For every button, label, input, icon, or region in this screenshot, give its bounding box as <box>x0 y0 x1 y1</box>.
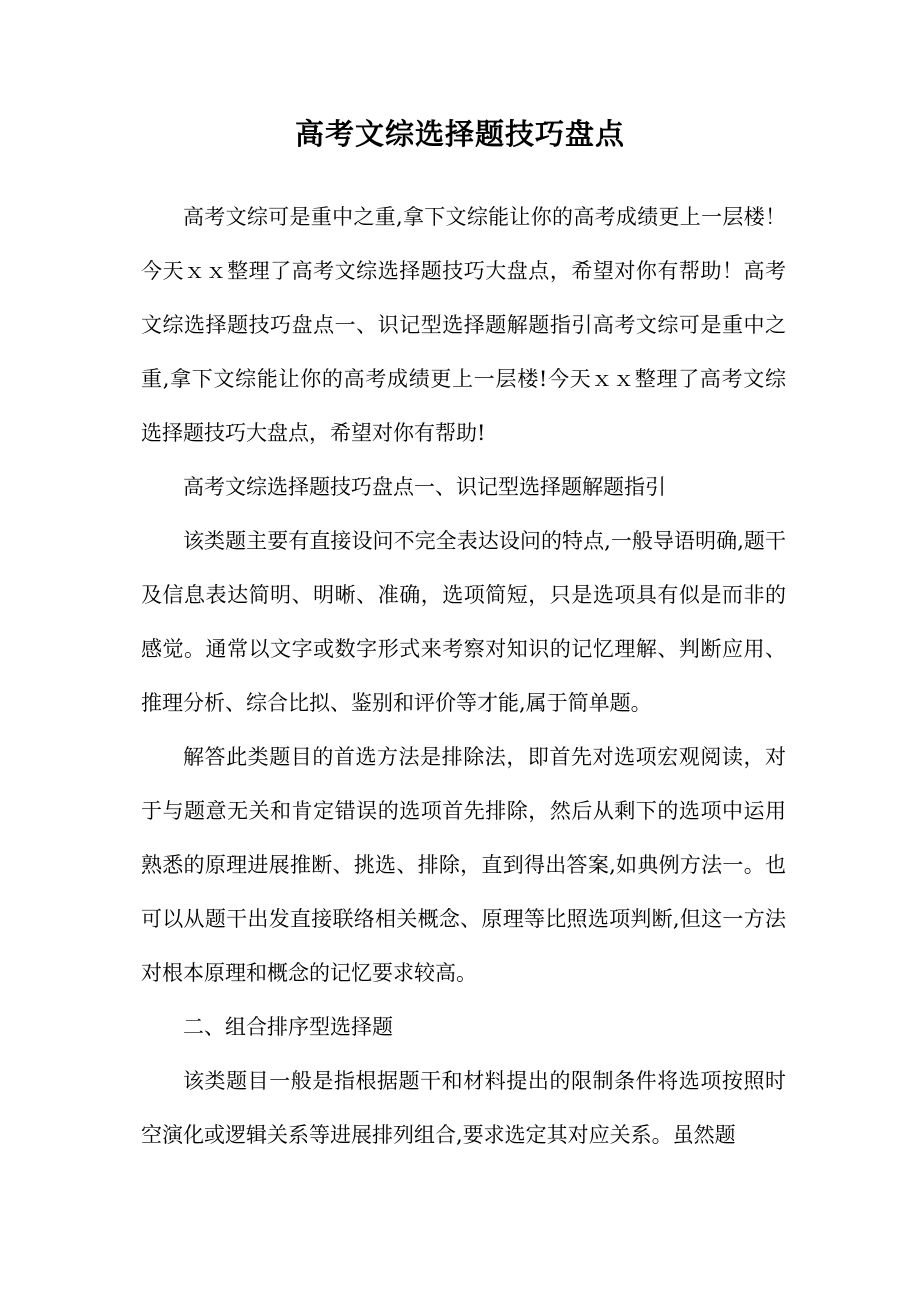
paragraph-section-one-heading: 高考文综选择题技巧盘点一、识记型选择题解题指引 <box>183 475 666 499</box>
paragraph-section-one-description: 该类题主要有直接设问不完全表达设问的特点,一般导语明确,题干及信息表达简明、明晰、准确，选项简短，只是选项具有似是而非的感觉。通常以文字或数字形式来考察对知识的记忆理解、判断应用、推理分析、综合比拟、鉴别和评价等才能,属于简单题。 <box>141 529 786 715</box>
document-title: 高考文综选择题技巧盘点 <box>294 117 625 151</box>
paragraph-section-one-method: 解答此类题目的首选方法是排除法，即首先对选项宏观阅读，对于与题意无关和肯定错误的选项首先排除，然后从剩下的选项中运用熟悉的原理进展推断、挑选、排除，直到得出答案,如典例方法一。也可以从题干出发直接联络相关概念、原理等比照选项判断,但这一方法对根本原理和概念的记忆要求较高。 <box>141 745 786 985</box>
paragraph-section-two-description: 该类题目一般是指根据题干和材料提出的限制条件将选项按照时空演化或逻辑关系等进展排列组合,要求选定其对应关系。虽然题 <box>141 1069 786 1147</box>
paragraph-section-two-heading: 二、组合排序型选择题 <box>183 1015 393 1039</box>
paragraph-intro: 高考文综可是重中之重,拿下文综能让你的高考成绩更上一层楼！今天ｘｘ整理了高考文综选择题技巧大盘点，希望对你有帮助！高考文综选择题技巧盘点一、识记型选择题解题指引高考文综可是重中之重,拿下文综能让你的高考成绩更上一层楼!今天ｘｘ整理了高考文综选择题技巧大盘点，希望对你有帮助! <box>141 205 786 445</box>
document-body <box>141 190 786 1162</box>
